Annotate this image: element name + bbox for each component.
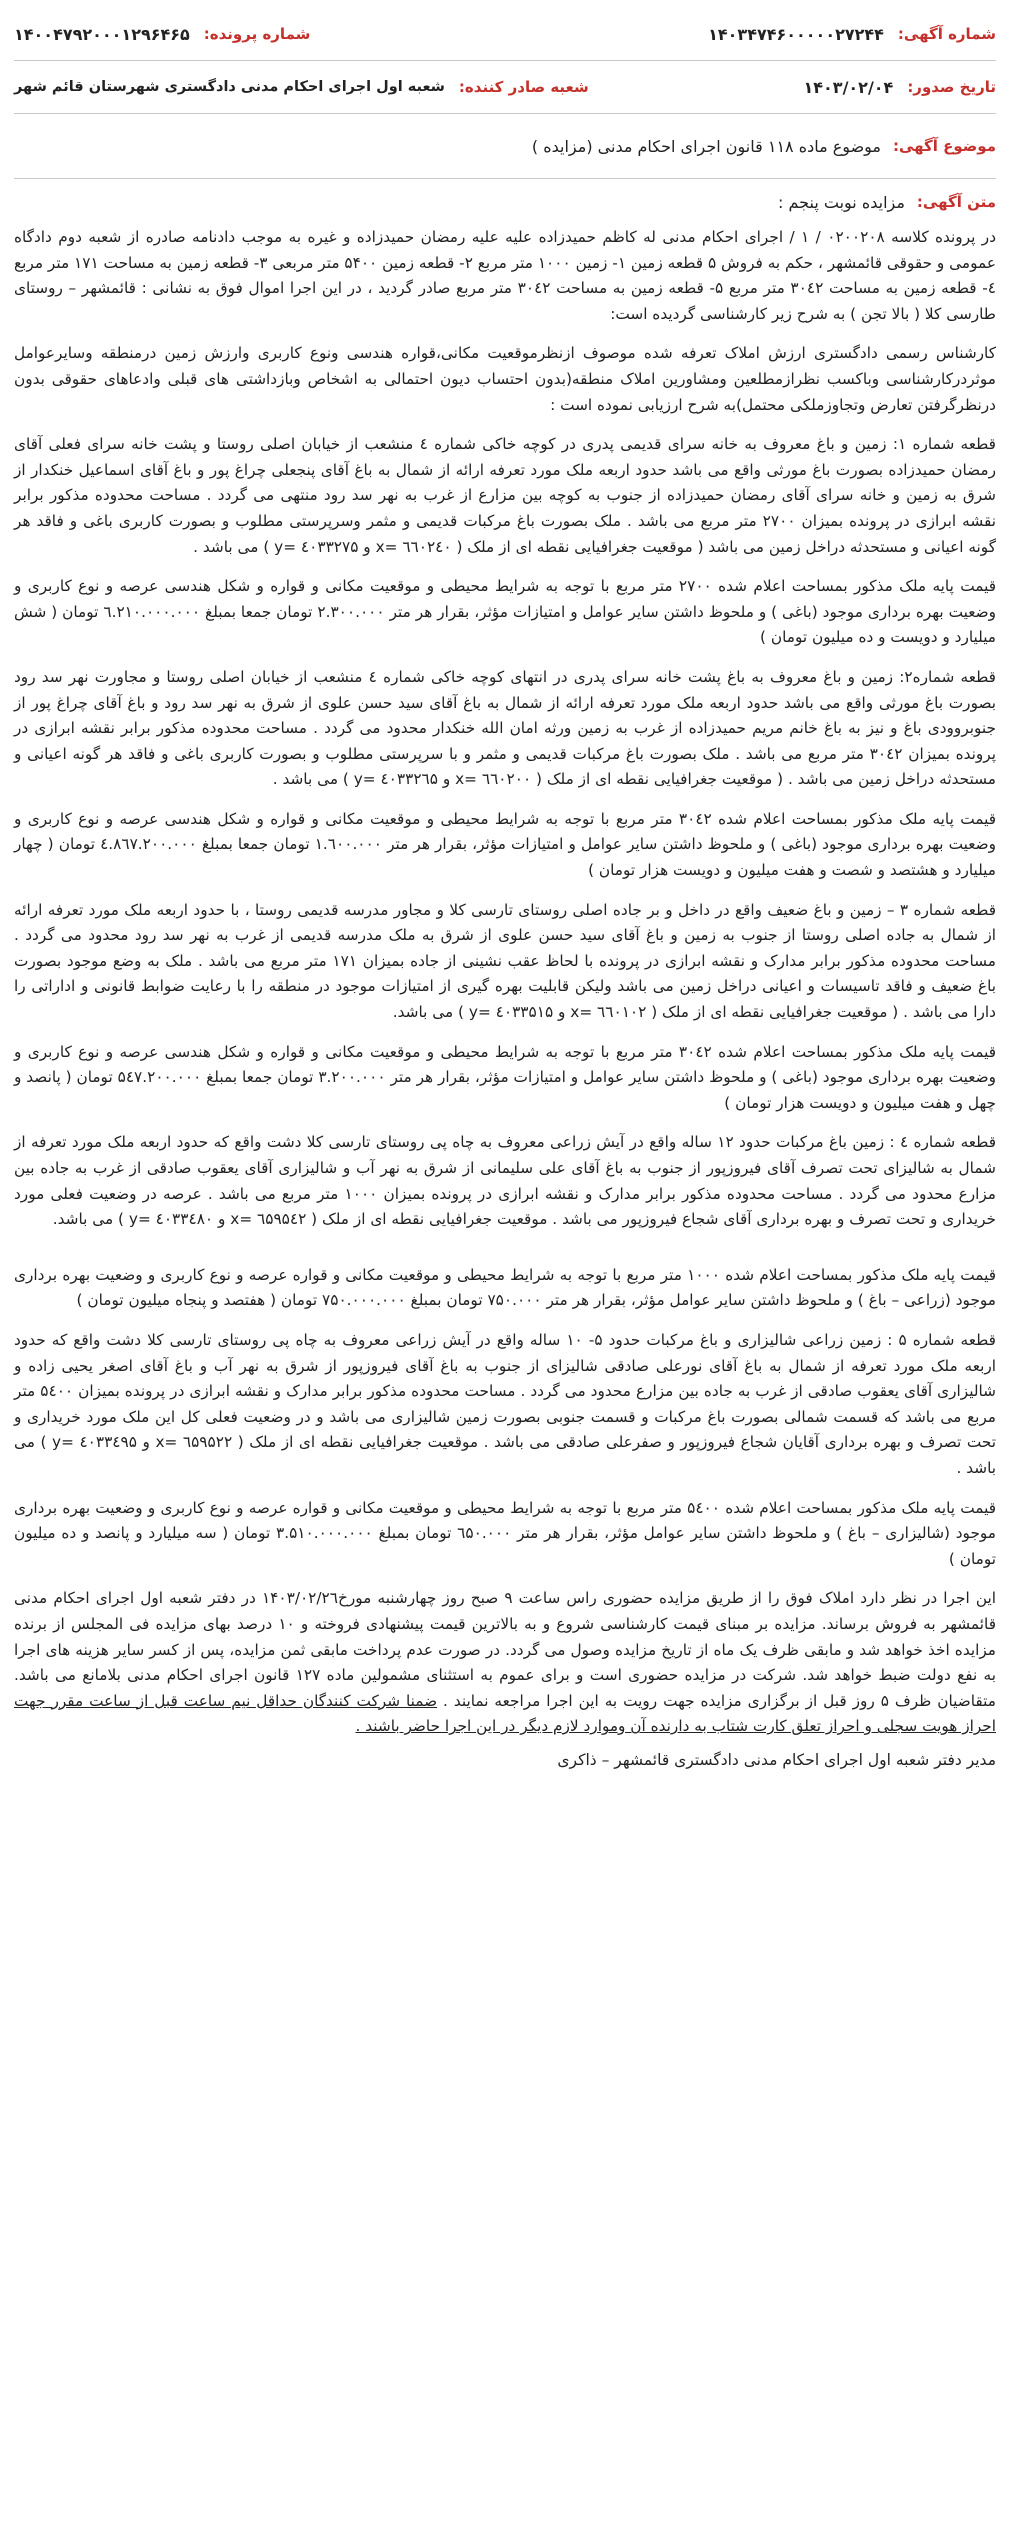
signature: مدیر دفتر شعبه اول اجرای احکام مدنی دادگستری قائمشهر – ذاکری [557, 1750, 996, 1769]
paragraph-intro: در پرونده کلاسه ۰۲۰۰۲۰۸ / ۱ / اجرای احکام مدنی له کاظم حمیدزاده علیه علیه رمضان حمیدزاده و غیره به موجب دادنامه صادره از شعبه دوم دادگاه عمومی و حقوقی قائمشهر ، حکم به فروش ۵ قطعه زمین ۱- زمین ۱۰۰۰ متر مربع ۲- قطعه زمین ۵۴۰۰ متر مربعی ۳- قطعه زمین به مساحت ۱۷۱ متر مربع ٤- قطعه زمین به مساحت ۳۰٤۲ متر مربع ۵- قطعه زمین به مساحت ۳۰٤۲ متر مربع صادر گردید ، در این اجرا اموال فوق به نشانی : قائمشهر – روستای طارسی کلا ( بالا تجن ) به شرح زیر کارشناسی گردیده است: [14, 228, 997, 323]
paragraph-expert: کارشناس رسمی دادگستری ارزش املاک تعرفه شده موصوف ازنظرموقعیت مکانی،قواره هندسی ونوع کاربری وارزش زمین درمنطقه وسایرعوامل موثردرکارشناسی وباکسب نظرازمطلعین ومشاورین املاک منطقه(بدون احتساب دیون احتمالی به اشخاص وبازداشتی های قبلی وادعاهای حقوقی بدون درنظرگرفتن تعارض وتجاوزملکی محتمل)به شرح ارزیابی نموده است : [14, 344, 996, 414]
issuing-branch-value: شعبه اول اجرای احکام مدنی دادگستری شهرستان قائم شهر [14, 79, 445, 95]
paragraph-plot-5-price: قیمت پایه ملک مذکور بمساحت اعلام شده ۵٤۰۰ متر مربع با توجه به شرایط محیطی و موقعیت مکانی و قواره عرصه و نوع کاربری و وضعیت بهره برداری موجود (شالیزاری – باغ ) و ملحوظ داشتن سایر عوامل مؤثر، بقرار هر متر ٦۵۰.۰۰۰ تومان بمبلغ ۳.۵۱۰.۰۰۰.۰۰۰ تومان ( سه میلیارد و پانصد و ده میلیون تومان ) [14, 1498, 997, 1568]
paragraph-plot-3: قطعه شماره ۳ – زمین و باغ ضعیف واقع در داخل و بر جاده اصلی روستای تارسی کلا و مجاور مدرسه قدیمی روستا ، با حدود اربعه ملک مورد تعرفه ارائه از شمال به جاده اصلی روستا از جنوب به زمین و باغ آقای سید حسن علوی از شرق به ملک مدرسه قدیمی از غرب به نهر سد رود محدود می گردد . مساحت محدوده مذکور برابر مدارک و نقشه ابرازی در پرونده با لحاظ عقب نشینی از جاده بمیزان ۱۷۱ متر مربع می باشد . ملک به وضع موجود بصورت باغ ضعیف و فاقد تاسیسات و اعیانی دراخل زمین می باشد ولیکن قابلیت بهره گیری از امتیازات موجود در منطقه را با رعایت ضوابط قانونی و اداراتی را دارا می باشد . ( موقعیت جغرافیایی نقطه ای از ملک ( ٦٦٠١۰۲ =x و ٤٠٣٣۵١۵ =y ) می باشد. [14, 900, 997, 1022]
ad-number-label: شماره آگهی: [897, 25, 996, 43]
paragraph-plot-1-price: قیمت پایه ملک مذکور بمساحت اعلام شده ۲۷۰۰ متر مربع با توجه به شرایط محیطی و موقعیت مکانی و قواره و شکل هندسی عرصه و نوع کاربری و وضعیت بهره برداری موجود (باغی ) و ملحوظ داشتن سایر عوامل و امتیازات مؤثر، بقرار هر متر ۲.۳۰۰.۰۰۰ تومان جمعا بمبلغ ٦.۲۱۰.۰۰۰.۰۰۰ تومان ( شش میلیارد و دویست و ده میلیون تومان ) [14, 577, 997, 647]
ad-text-header [14, 179, 996, 225]
issuing-branch-label: شعبه صادر کننده: [458, 78, 589, 96]
paragraph-plot-4: قطعه شماره ٤ : زمین باغ مرکبات حدود ۱۲ ساله واقع در آیش زراعی معروف به چاه پی روستای تارسی کلا دشت واقع که حدود اربعه ملک مورد تعرفه از شمال به شالیزای تحت تصرف آقای فیروزپور از جنوب به باغ آقای علی سلیمانی از شرق به نهر آب و شالیزاری آقای یعقوب صادقی از غرب به جاده بین مزارع محدود می گردد . مساحت محدوده مذکور برابر مدارک و نقشه ابرازی در پرونده بمیزان ۱۰۰۰ متر مربع می باشد . عرصه در وضعیت فعلی مورد خریداری و تحت تصرف و بهره برداری آقای شجاع فیروزپور می باشد . موقعیت جغرافیایی نقطه ای از ملک ( ٦۵٩۵٤٢ =x و ٤٠٣٣٤٨٠ =y ) می باشد. [14, 1133, 997, 1229]
paragraph-plot-5: قطعه شماره ۵ : زمین زراعی شالیزاری و باغ مرکبات حدود ۵- ۱۰ ساله واقع در آیش زراعی معروف به چاه پی روستای تارسی کلا دشت واقع که حدود اربعه ملک مورد تعرفه از شمال به باغ آقای نورعلی صادقی شالیزای از جنوب به باغ آقای فیروزپور از شرق به نهر آب و باغ آقای اصغر یحیی زاده و شالیزاری آقای یعقوب صادقی از غرب به جاده بین مزارع محدود می گردد . مساحت محدوده مذکور برابر مدارک و نقشه ابرازی در پرونده بمیزان ۵٤۰۰ متر مربع می باشد که قسمت شمالی بصورت باغ مرکبات و قسمت جنوبی بصورت زمین شالیزاری می باشد و در وضعیت فعلی کل این ملک مورد خریداری و تحت تصرف و بهره برداری آقایان شجاع فیروزپور و صفرعلی صادقی می باشد . موقعیت جغرافیایی نقطه ای از ملک ( ٦۵٩۵٢٢ =x و ٤٠٣٣٤٩۵ =y ) می باشد . [14, 1330, 997, 1477]
issuing-branch-group [14, 78, 589, 96]
meta-row-date-branch [14, 61, 996, 114]
case-number-label: شماره پرونده: [203, 25, 311, 43]
subject-row [14, 114, 996, 179]
meta-row-numbers [14, 8, 996, 61]
paragraph-plot-4-price: قیمت پایه ملک مذکور بمساحت اعلام شده ۱۰۰۰ متر مربع با توجه به شرایط محیطی و موقعیت مکانی و قواره عرصه و نوع کاربری و وضعیت بهره برداری موجود (زراعی – باغ ) و ملحوظ داشتن سایر عوامل مؤثر، بقرار هر متر ۷۵۰.۰۰۰ تومان بمبلغ ۷۵۰.۰۰۰.۰۰۰ تومان ( هفتصد و پنجاه میلیون تومان ) [14, 1265, 997, 1310]
paragraph-plot-2: قطعه شماره۲: زمین و باغ معروف به باغ پشت خانه سرای پدری در انتهای کوچه خاکی شماره ٤ منشعب از خیابان اصلی روستا و مجاورت نهر سد رود بصورت باغ مورثی واقع می باشد حدود اربعه ملک مورد تعرفه ارائه از شمال به باغ آقای سید حسن علوی از شرق به نهر سد رود و باغ آقای چراغ پور از جنوبروودی باغ و نیز به باغ خانم مریم حمیدزاده از غرب به زمین ورثه امان الله خنکدار محدود می گردد . مساحت محدوده مذکور برابر نقشه ابرازی در پرونده بمیزان ۳۰٤۲ متر مربع می باشد . ملک بصورت باغ مرکبات قدیمی و مثمر و با سرپرستی مطلوب و بصورت کاربری باغی و فاقد هر گونه اعیانی و مستحدثه دراخل زمین می باشد . ( موقعیت جغرافیایی نقطه ای از ملک ( ٦٦٠٢٠٠ =x و ٤٠٣٣٢٦۵ =y ) می باشد . [14, 667, 996, 789]
issue-date-value: ۱۴۰۳/۰۲/۰۴ [803, 77, 894, 97]
paragraph-plot-3-price: قیمت پایه ملک مذکور بمساحت اعلام شده ۳۰٤۲ متر مربع با توجه به شرایط محیطی و موقعیت مکانی و قواره و شکل هندسی عرصه و نوع کاربری و وضعیت بهره برداری موجود (باغی ) و ملحوظ داشتن سایر عوامل و امتیازات مؤثر، بقرار هر متر ۳.۲۰۰.۰۰۰ تومان جمعا بمبلغ ۵٤۷.۲۰۰.۰۰۰ تومان ( پانصد و چهل و هفت میلیون و دویست هزار تومان ) [14, 1042, 997, 1112]
paragraph-plot-1: قطعه شماره ۱: زمین و باغ معروف به خانه سرای قدیمی پدری در کوچه خاکی شماره ٤ منشعب از خیابان اصلی روستا و پشت خانه سرای فعلی آقای رمضان حمیدزاده بصورت باغ مورثی واقع می باشد حدود اربعه ملک مورد تعرفه ارائه از شمال به باغ آقای پنجعلی چراغ پور و باغ آقای اسماعیل خنکدار از شرق به زمین و خانه سرای آقای رمضان حمیدزاده از جنوب به کوچه بین مزارع از غرب به نهر سد رود منتهی می گردد . مساحت محدوده مذکور برابر نقشه ابرازی در پرونده بمیزان ۲۷۰۰ متر مربع می باشد . ملک بصورت باغ مرکبات قدیمی و مثمر وسرپرستی مطلوب و بصورت کاربری باغی و فاقد هر گونه اعیانی و مستحدثه دراخل زمین می باشد ( موقعیت جغرافیایی نقطه ای از ملک ( ٦٦٠٢٤٠ =x و ٤٠٣٣٢٧۵ =y ) می باشد . [14, 435, 996, 556]
ad-text-heading: مزایده نوبت پنجم : [778, 192, 905, 212]
ad-body [14, 225, 996, 1773]
subject-label: موضوع آگهی: [892, 137, 996, 155]
case-number-group [14, 25, 310, 44]
auction-terms-text: این اجرا در نظر دارد املاک فوق را از طریق مزایده حضوری راس ساعت ۹ صبح روز چهارشنبه مورخ۱۴۰۳/۰۲/۲٦ در دفتر شعبه اول اجرای احکام مدنی قائمشهر به فروش برساند. مزایده بر مبنای قیمت کارشناسی شروع و به بالاترین قیمت پیشنهادی فروخته و ۱۰ درصد بهای مزایده فی المجلس از برنده مزایده اخذ خواهد شد و مابقی ظرف یک ماه از تاریخ مزایده وصول می گردد. در صورت عدم پرداخت مابقی ثمن مزایده، پس از کسر سایر هزینه های اجرا به نفع دولت ضبط خواهد شد. شرکت در مزایده حضوری است و برای عموم به استثنای مشمولین ماده ۱۲۷ قانون اجرای احکام مدنی بلامانع می باشد. متقاضیان ظرف ۵ روز قبل از برگزاری مزایده جهت رویت به این اجرا مراجعه نمایند . [14, 1589, 997, 1710]
case-number-value: ۱۴۰۰۴۷۹۲۰۰۰۱۲۹۶۴۶۵ [14, 24, 190, 44]
closing-underlined-text: ضمنا شرکت کنندگان حداقل نیم ساعت قبل از ساعت مقرر جهت احراز هویت سجلی و احراز تعلق کارت شتاب به دارنده آن وموارد لازم دیگر در این اجرا حاضر باشند . [14, 1691, 996, 1736]
issue-date-group [804, 78, 997, 97]
ad-number-value: ۱۴۰۳۴۷۴۶۰۰۰۰۰۲۷۲۴۴ [708, 24, 884, 44]
paragraph-auction-terms [14, 1586, 996, 1740]
subject-text: موضوع ماده ۱۱۸ قانون اجرای احکام مدنی (مزایده ) [531, 136, 881, 156]
paragraph-plot-2-price: قیمت پایه ملک مذکور بمساحت اعلام شده ۳۰٤۲ متر مربع با توجه به شرایط محیطی و موقعیت مکانی و قواره و شکل هندسی عرصه و نوع کاربری و وضعیت بهره برداری موجود (باغی ) و ملحوظ داشتن سایر عوامل و امتیازات مؤثر، بقرار هر متر ۱.٦۰۰.۰۰۰ تومان جمعا بمبلغ ٤.۸٦۷.۲۰۰.۰۰۰ تومان ( چهار میلیارد و هشتصد و شصت و هفت میلیون و دویست هزار تومان ) [14, 809, 997, 880]
ad-number-group [708, 25, 996, 44]
issue-date-label: تاریخ صدور: [907, 78, 996, 96]
ad-text-label: متن آگهی: [916, 193, 996, 211]
